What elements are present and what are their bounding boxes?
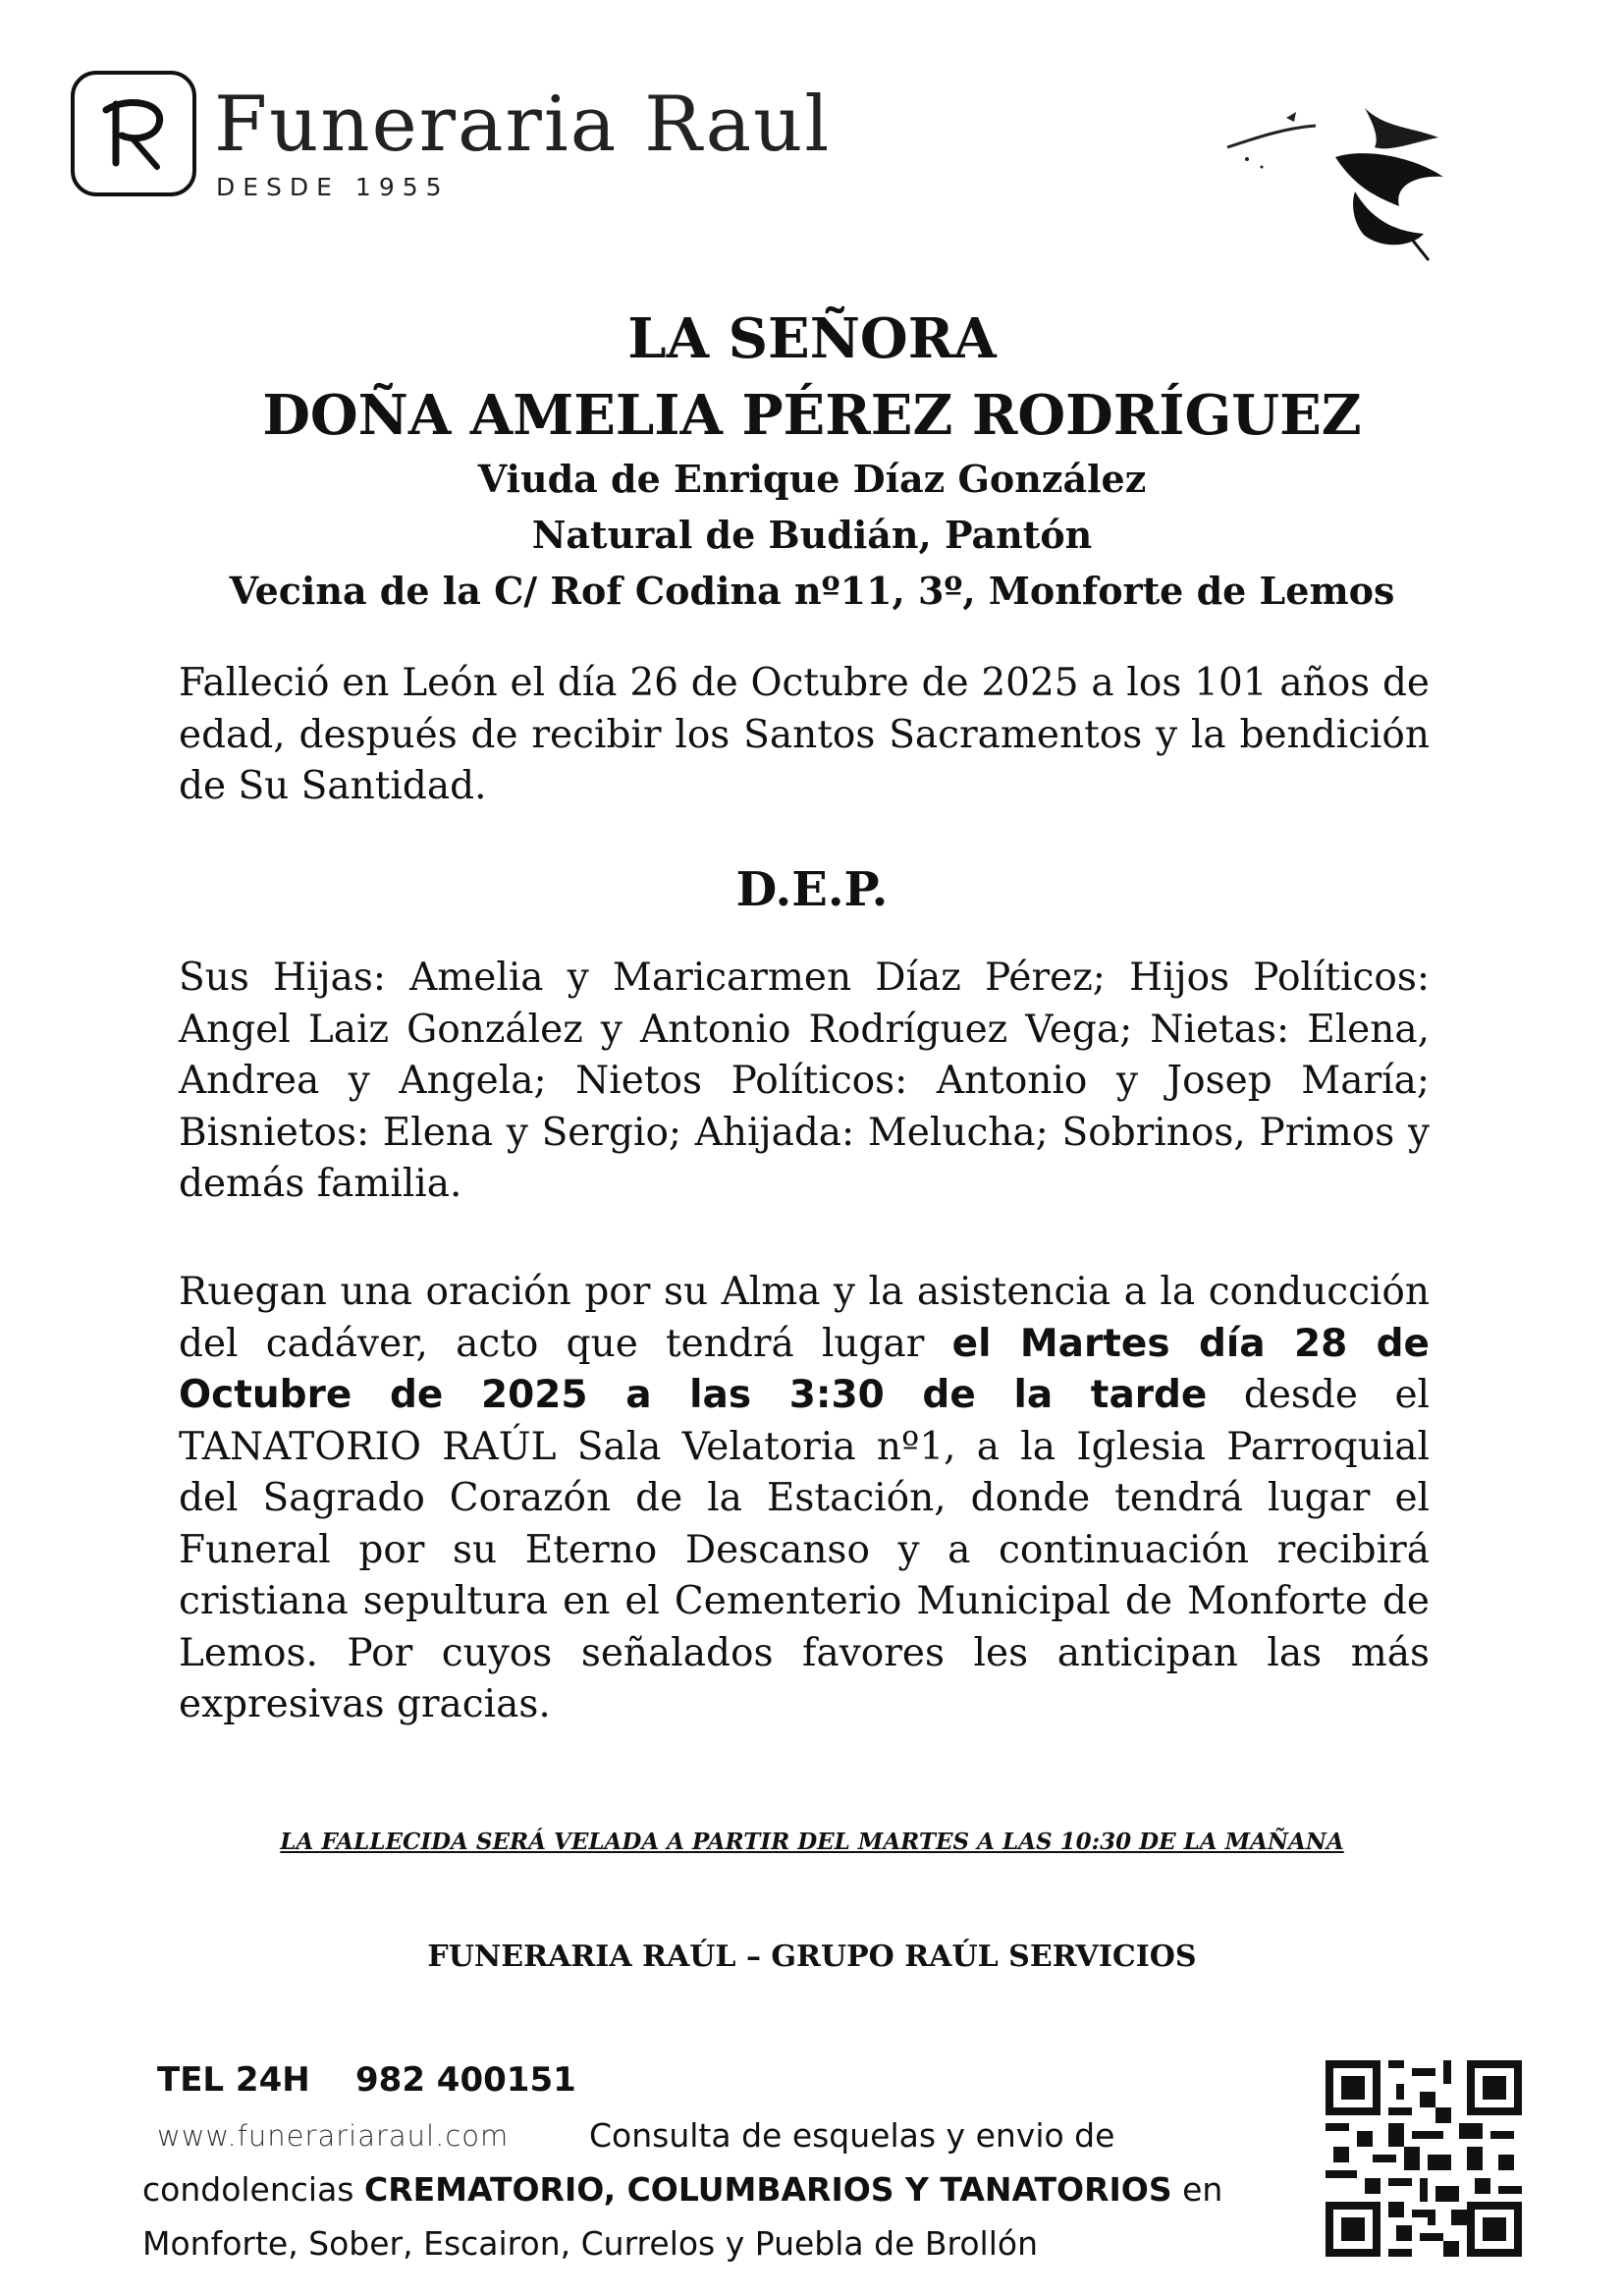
bird-illustration-icon [1218,98,1453,265]
rip-heading: D.E.P. [735,862,889,917]
company-line: FUNERARIA RAÚL – GRUPO RAÚL SERVICIOS [427,1940,1197,1974]
ceremony-date-time: el Martes día 28 de Octubre de 2025 a las 3:30 de la tarde [179,1321,1430,1417]
title-line: LA SEÑORA [627,306,997,371]
qr-code-icon[interactable] [1326,2060,1522,2257]
death-paragraph: Falleció en León el día 26 de Octubre de 2025 a los 101 años de edad, después de recibir los Santos Sacramentos y la bendición de Su Santidad. [179,661,1430,808]
footer-locations-line: Monforte, Sober, Escairon, Currelos y Puebla de Brollón [142,2224,1038,2263]
ceremony-paragraph [179,1267,1430,1731]
resident-line: Vecina de la C/ Rof Codina nº11, 3º, Monforte de Lemos [229,569,1395,613]
footer-services-start: condolencias [142,2170,364,2209]
footer-services-line [142,2170,1222,2209]
footer-services-end: en [1171,2170,1223,2209]
ceremony-text-before: Ruegan una oración por su Alma y la asistencia a la conducción del cadáver, acto que tendrá lugar [179,1270,1430,1366]
r-monogram-icon [88,88,179,179]
vigil-notice: LA FALLECIDA SERÁ VELADA A PARTIR DEL MARTES A LAS 10:30 DE LA MAÑANA [280,1829,1344,1855]
footer-condolence-text: Consulta de esquelas y envio de [589,2116,1115,2155]
tel-number[interactable]: 982 400151 [355,2060,576,2100]
logo-mark [71,71,196,196]
family-paragraph: Sus Hijas: Amelia y Maricarmen Díaz Pérez; Hijos Políticos: Angel Laiz González y Antonio Rodríguez Vega; Nietas: Elena, Andrea y Angela; Nietos Políticos: Antonio y Josep María; Bisnietos: Elena y Sergio; Ahijada: Melucha; Sobrinos, Primos y demás familia. [179,956,1430,1206]
deceased-name: DOÑA AMELIA PÉREZ RODRÍGUEZ [262,383,1362,448]
widow-line: Viuda de Enrique Díaz González [477,457,1147,501]
ceremony-text-after: desde el TANATORIO RAÚL Sala Velatoria nº1, a la Iglesia Parroquial del Sagrado Corazón de la Estación, donde tendrá lugar el Funeral por su Eterno Descanso y a continuación recibirá cristiana sepultura en el Cementerio Municipal de Monforte de Lemos. Por cuyos señalados favores les anticipan las más expresivas gracias. [179,1373,1431,1726]
tel-label: TEL 24H [157,2060,310,2100]
website-link[interactable]: www.funerariaraul.com [157,2119,510,2153]
footer-services-bold: CREMATORIO, COLUMBARIOS Y TANATORIOS [364,2170,1172,2209]
logo-since: DESDE 1955 [216,173,450,201]
native-line: Natural de Budián, Pantón [531,513,1093,557]
logo-wordmark: Funeraria Raul [214,81,832,169]
